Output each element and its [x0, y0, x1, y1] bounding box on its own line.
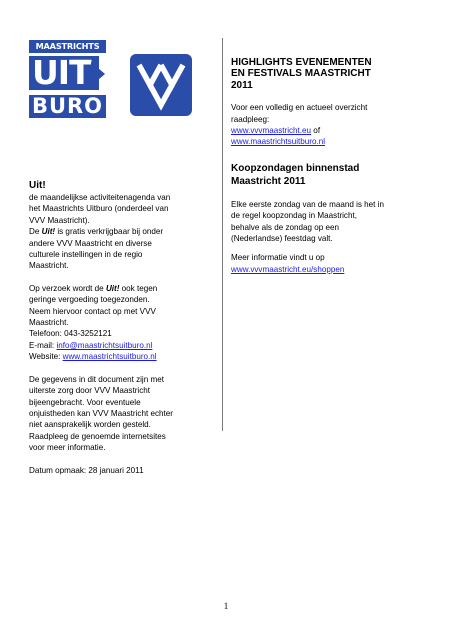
- overview-line: Voor een volledig en actueel overzicht: [231, 103, 368, 113]
- request-line: Neem hiervoor contact op met VVV: [29, 306, 156, 316]
- disclaimer-line: Raadpleeg de genoemde internetsites: [29, 431, 166, 441]
- intro-line: de maandelijkse activiteitenagenda van: [29, 193, 171, 202]
- link-line: [231, 264, 431, 275]
- logo-row: [29, 40, 219, 120]
- logo-text-bottom: BURO: [29, 95, 106, 118]
- disclaimer-line: onjuistheden kan VVV Maastricht echter: [29, 408, 173, 418]
- koopzondagen-heading: Koopzondagen binnenstad Maastricht 2011: [231, 162, 360, 187]
- koop-line: Elke eerste zondag van de maand is het in: [231, 199, 384, 209]
- date-line: Datum opmaak: 28 januari 2011: [29, 465, 144, 475]
- koop-line: (Nederlandse) feestdag valt.: [231, 234, 333, 244]
- free-line: Maastricht.: [29, 261, 69, 271]
- right-column: [231, 40, 431, 275]
- left-column: [29, 40, 219, 476]
- vvv-link[interactable]: www.vvvmaastricht.eu: [231, 126, 312, 136]
- logo-text-mid: UIT: [29, 56, 99, 90]
- request-line: Op verzoek wordt de Uit! ook tegen: [29, 283, 158, 293]
- column-divider: [222, 38, 223, 431]
- more-info-line: Meer informatie vindt u op: [231, 253, 325, 263]
- free-line: culturele instellingen in de regio: [29, 250, 143, 260]
- overview-line: raadpleeg:: [231, 114, 270, 124]
- phone-line: Telefoon: 043-3252121: [29, 329, 112, 339]
- logo-arrow-icon: [91, 62, 105, 86]
- shoppen-link[interactable]: www.vvvmaastricht.eu/shoppen: [231, 264, 345, 274]
- link-line: www.vvvmaastricht.eu of: [231, 126, 321, 136]
- koop-line: behalve als de zondag op een: [231, 222, 340, 232]
- uit-emphasis: Uit!: [105, 283, 120, 293]
- vvv-logo-icon: [130, 54, 192, 116]
- free-line: andere VVV Maastricht en diverse: [29, 238, 152, 248]
- highlights-heading: HIGHLIGHTS EVENEMENTEN EN FESTIVALS MAASTRICHT 2011: [231, 57, 372, 91]
- uitburo-link[interactable]: www.maastrichtsuitburo.nl: [231, 137, 326, 147]
- disclaimer-line: uiterste zorg door VVV Maastricht: [29, 386, 151, 396]
- disclaimer-line: voor meer informatie.: [29, 443, 106, 453]
- intro-line: VVV Maastricht).: [29, 215, 90, 225]
- email-line: E-mail: info@maastrichtsuitburo.nl: [29, 340, 153, 350]
- logo-text-top: MAASTRICHTS: [29, 40, 106, 53]
- free-line: De Uit! is gratis verkrijgbaar bij onder: [29, 227, 164, 237]
- intro-line: het Maastrichts Uitburo (onderdeel van: [29, 204, 169, 214]
- disclaimer-line: De gegevens in dit document zijn met: [29, 374, 164, 384]
- disclaimer-line: bijeengebracht. Voor eventuele: [29, 397, 141, 407]
- request-line: Maastricht.: [29, 318, 69, 328]
- disclaimer-line: niet aansprakelijk worden gesteld.: [29, 420, 151, 430]
- website-line: Website: www.maastrichtsuitburo.nl: [29, 352, 157, 362]
- uit-heading: Uit!: [29, 180, 46, 191]
- uit-emphasis: Uit!: [41, 227, 56, 237]
- website-link[interactable]: www.maastrichtsuitburo.nl: [62, 352, 157, 362]
- page-number: 1: [223, 601, 229, 611]
- email-link[interactable]: info@maastrichtsuitburo.nl: [56, 340, 153, 350]
- maastrichts-uitburo-logo: [29, 40, 106, 118]
- link-line: [231, 136, 431, 147]
- koop-line: de regel koopzondag in Maastricht,: [231, 211, 357, 221]
- request-line: geringe vergoeding toegezonden.: [29, 295, 150, 305]
